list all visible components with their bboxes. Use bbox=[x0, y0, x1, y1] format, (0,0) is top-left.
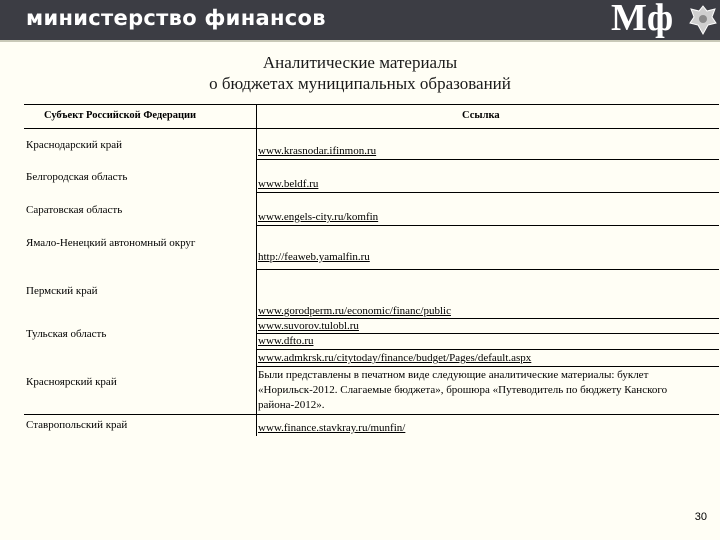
row-divider bbox=[24, 414, 719, 415]
row-divider bbox=[257, 192, 719, 193]
row-link[interactable]: www.suvorov.tulobl.ru bbox=[258, 320, 359, 332]
row-divider bbox=[257, 333, 719, 334]
row-subject: Краснодарский край bbox=[26, 139, 123, 151]
ministry-logo bbox=[611, 1, 687, 39]
header-subject: Субъект Российской Федерации bbox=[44, 110, 197, 121]
row-link[interactable]: www.admkrsk.ru/citytoday/finance/budget/Pages/default.aspx bbox=[258, 352, 532, 364]
header-bar bbox=[0, 0, 720, 40]
header-link: Ссылка bbox=[462, 110, 500, 121]
ministry-brand: министерство финансов bbox=[26, 6, 326, 30]
row-divider bbox=[257, 269, 719, 270]
row-note: Были представлены в печатном виде следующие аналитические материалы: буклет «Норильск-2012. Слагаемые бюджета», брошюра «Путеводитель по бюджету Канского района-2012». bbox=[258, 369, 668, 411]
budget-table bbox=[24, 104, 719, 436]
header-divider-line bbox=[24, 128, 719, 129]
row-divider bbox=[257, 349, 719, 350]
row-link[interactable]: www.krasnodar.ifinmon.ru bbox=[258, 145, 377, 157]
row-link[interactable]: http://feaweb.yamalfin.ru bbox=[258, 251, 370, 263]
row-link[interactable]: www.finance.stavkray.ru/munfin/ bbox=[258, 422, 406, 434]
row-subject: Белгородская область bbox=[26, 171, 128, 183]
row-subject: Красноярский край bbox=[26, 376, 117, 388]
row-link[interactable]: www.gorodperm.ru/economic/financ/public bbox=[258, 305, 451, 317]
table-border-top bbox=[24, 104, 719, 105]
row-link[interactable]: www.beldf.ru bbox=[258, 178, 319, 190]
row-subject: Саратовская область bbox=[26, 204, 123, 216]
row-divider bbox=[257, 159, 719, 160]
table-column-divider bbox=[256, 104, 257, 436]
slide-title-line2: о бюджетах муниципальных образований bbox=[209, 74, 511, 93]
row-divider bbox=[257, 225, 719, 226]
row-divider bbox=[257, 366, 719, 367]
row-subject: Ставропольский край bbox=[26, 419, 128, 431]
row-link[interactable]: www.dfto.ru bbox=[258, 335, 314, 347]
row-link[interactable]: www.engels-city.ru/komfin bbox=[258, 211, 379, 223]
logo-letters: Мф bbox=[611, 0, 674, 39]
slide-title-line1: Аналитические материалы bbox=[262, 53, 458, 72]
row-divider bbox=[257, 318, 719, 319]
eagle-emblem-icon bbox=[688, 3, 718, 37]
row-subject: Тульская область bbox=[26, 328, 107, 340]
page-number: 30 bbox=[694, 511, 707, 523]
row-subject: Пермский край bbox=[26, 285, 98, 297]
header-divider bbox=[0, 40, 720, 42]
row-subject: Ямало-Ненецкий автономный округ bbox=[26, 237, 196, 249]
